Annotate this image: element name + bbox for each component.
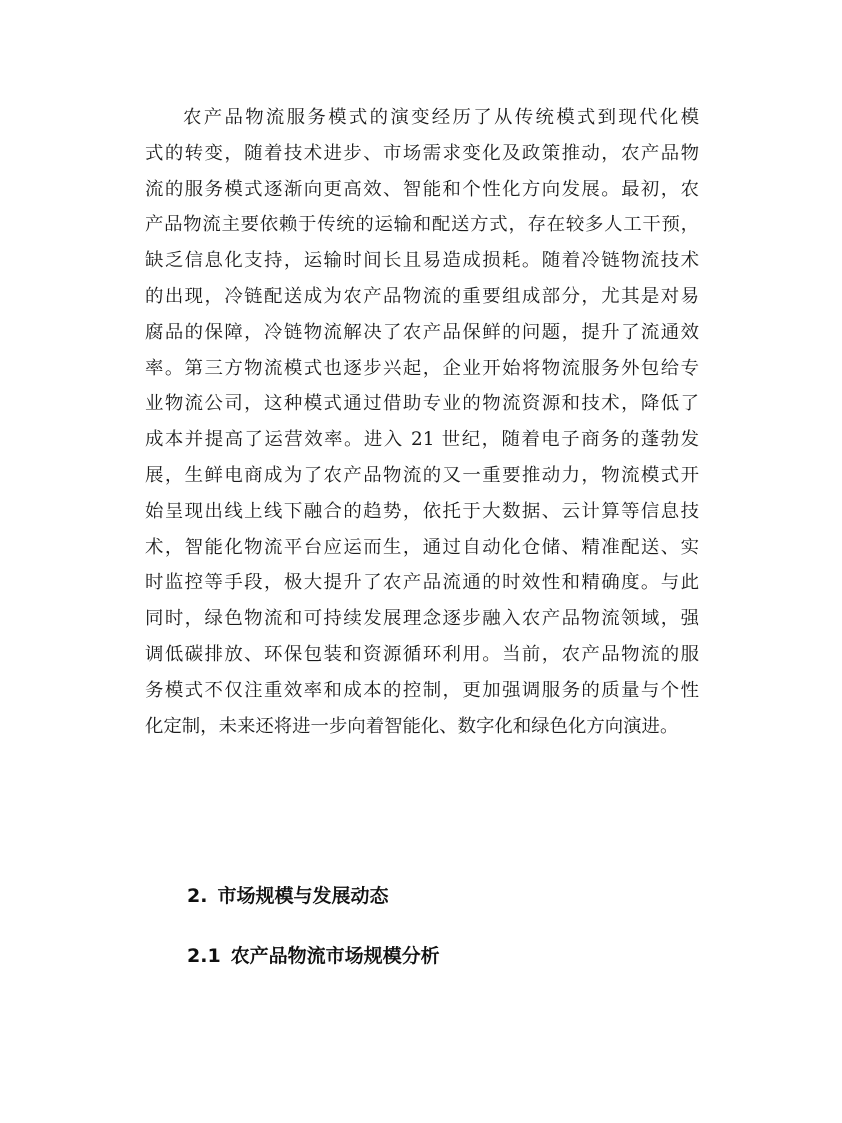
paragraph-line: 同时，绿色物流和可持续发展理念逐步融入农产品物流领域，强 (145, 608, 699, 630)
paragraph-line: 腐品的保障，冷链物流解决了农产品保鲜的问题，提升了流通效 (145, 321, 699, 343)
subsection-number: 2.1 (187, 945, 221, 967)
paragraph-line: 始呈现出线上线下融合的趋势，依托于大数据、云计算等信息技 (145, 500, 699, 522)
section-title: 市场规模与发展动态 (217, 885, 389, 907)
paragraph-line: 务模式不仅注重效率和成本的控制，更加强调服务的质量与个性 (145, 679, 699, 701)
paragraph-line: 成本并提高了运营效率。进入 21 世纪，随着电子商务的蓬勃发 (145, 429, 699, 451)
paragraph-line: 流的服务模式逐渐向更高效、智能和个性化方向发展。最初，农 (145, 178, 699, 200)
paragraph-line: 展，生鲜电商成为了农产品物流的又一重要推动力，物流模式开 (145, 464, 699, 486)
paragraph-line: 的出现，冷链配送成为农产品物流的重要组成部分，尤其是对易 (145, 285, 699, 307)
subsection-heading (187, 944, 440, 968)
paragraph-line: 产品物流主要依赖于传统的运输和配送方式，存在较多人工干预， (145, 214, 699, 236)
body-paragraph (145, 100, 699, 744)
paragraph-line: 业物流公司，这种模式通过借助专业的物流资源和技术，降低了 (145, 393, 699, 415)
paragraph-line: 术，智能化物流平台应运而生，通过自动化仓储、精准配送、实 (145, 536, 699, 558)
section-number: 2. (187, 885, 208, 907)
section-heading (187, 884, 388, 908)
paragraph-line: 农产品物流服务模式的演变经历了从传统模式到现代化模 (183, 107, 699, 128)
paragraph-line: 化定制，未来还将进一步向着智能化、数字化和绿色化方向演进。 (145, 715, 679, 737)
paragraph-line: 式的转变，随着技术进步、市场需求变化及政策推动，农产品物 (145, 142, 699, 164)
paragraph-line: 调低碳排放、环保包装和资源循环利用。当前，农产品物流的服 (145, 643, 699, 665)
paragraph-line: 率。第三方物流模式也逐步兴起，企业开始将物流服务外包给专 (145, 357, 699, 379)
subsection-title: 农产品物流市场规模分析 (230, 945, 440, 967)
paragraph-line: 缺乏信息化支持，运输时间长且易造成损耗。随着冷链物流技术 (145, 250, 699, 272)
paragraph-line: 时监控等手段，极大提升了农产品流通的时效性和精确度。与此 (145, 572, 699, 594)
